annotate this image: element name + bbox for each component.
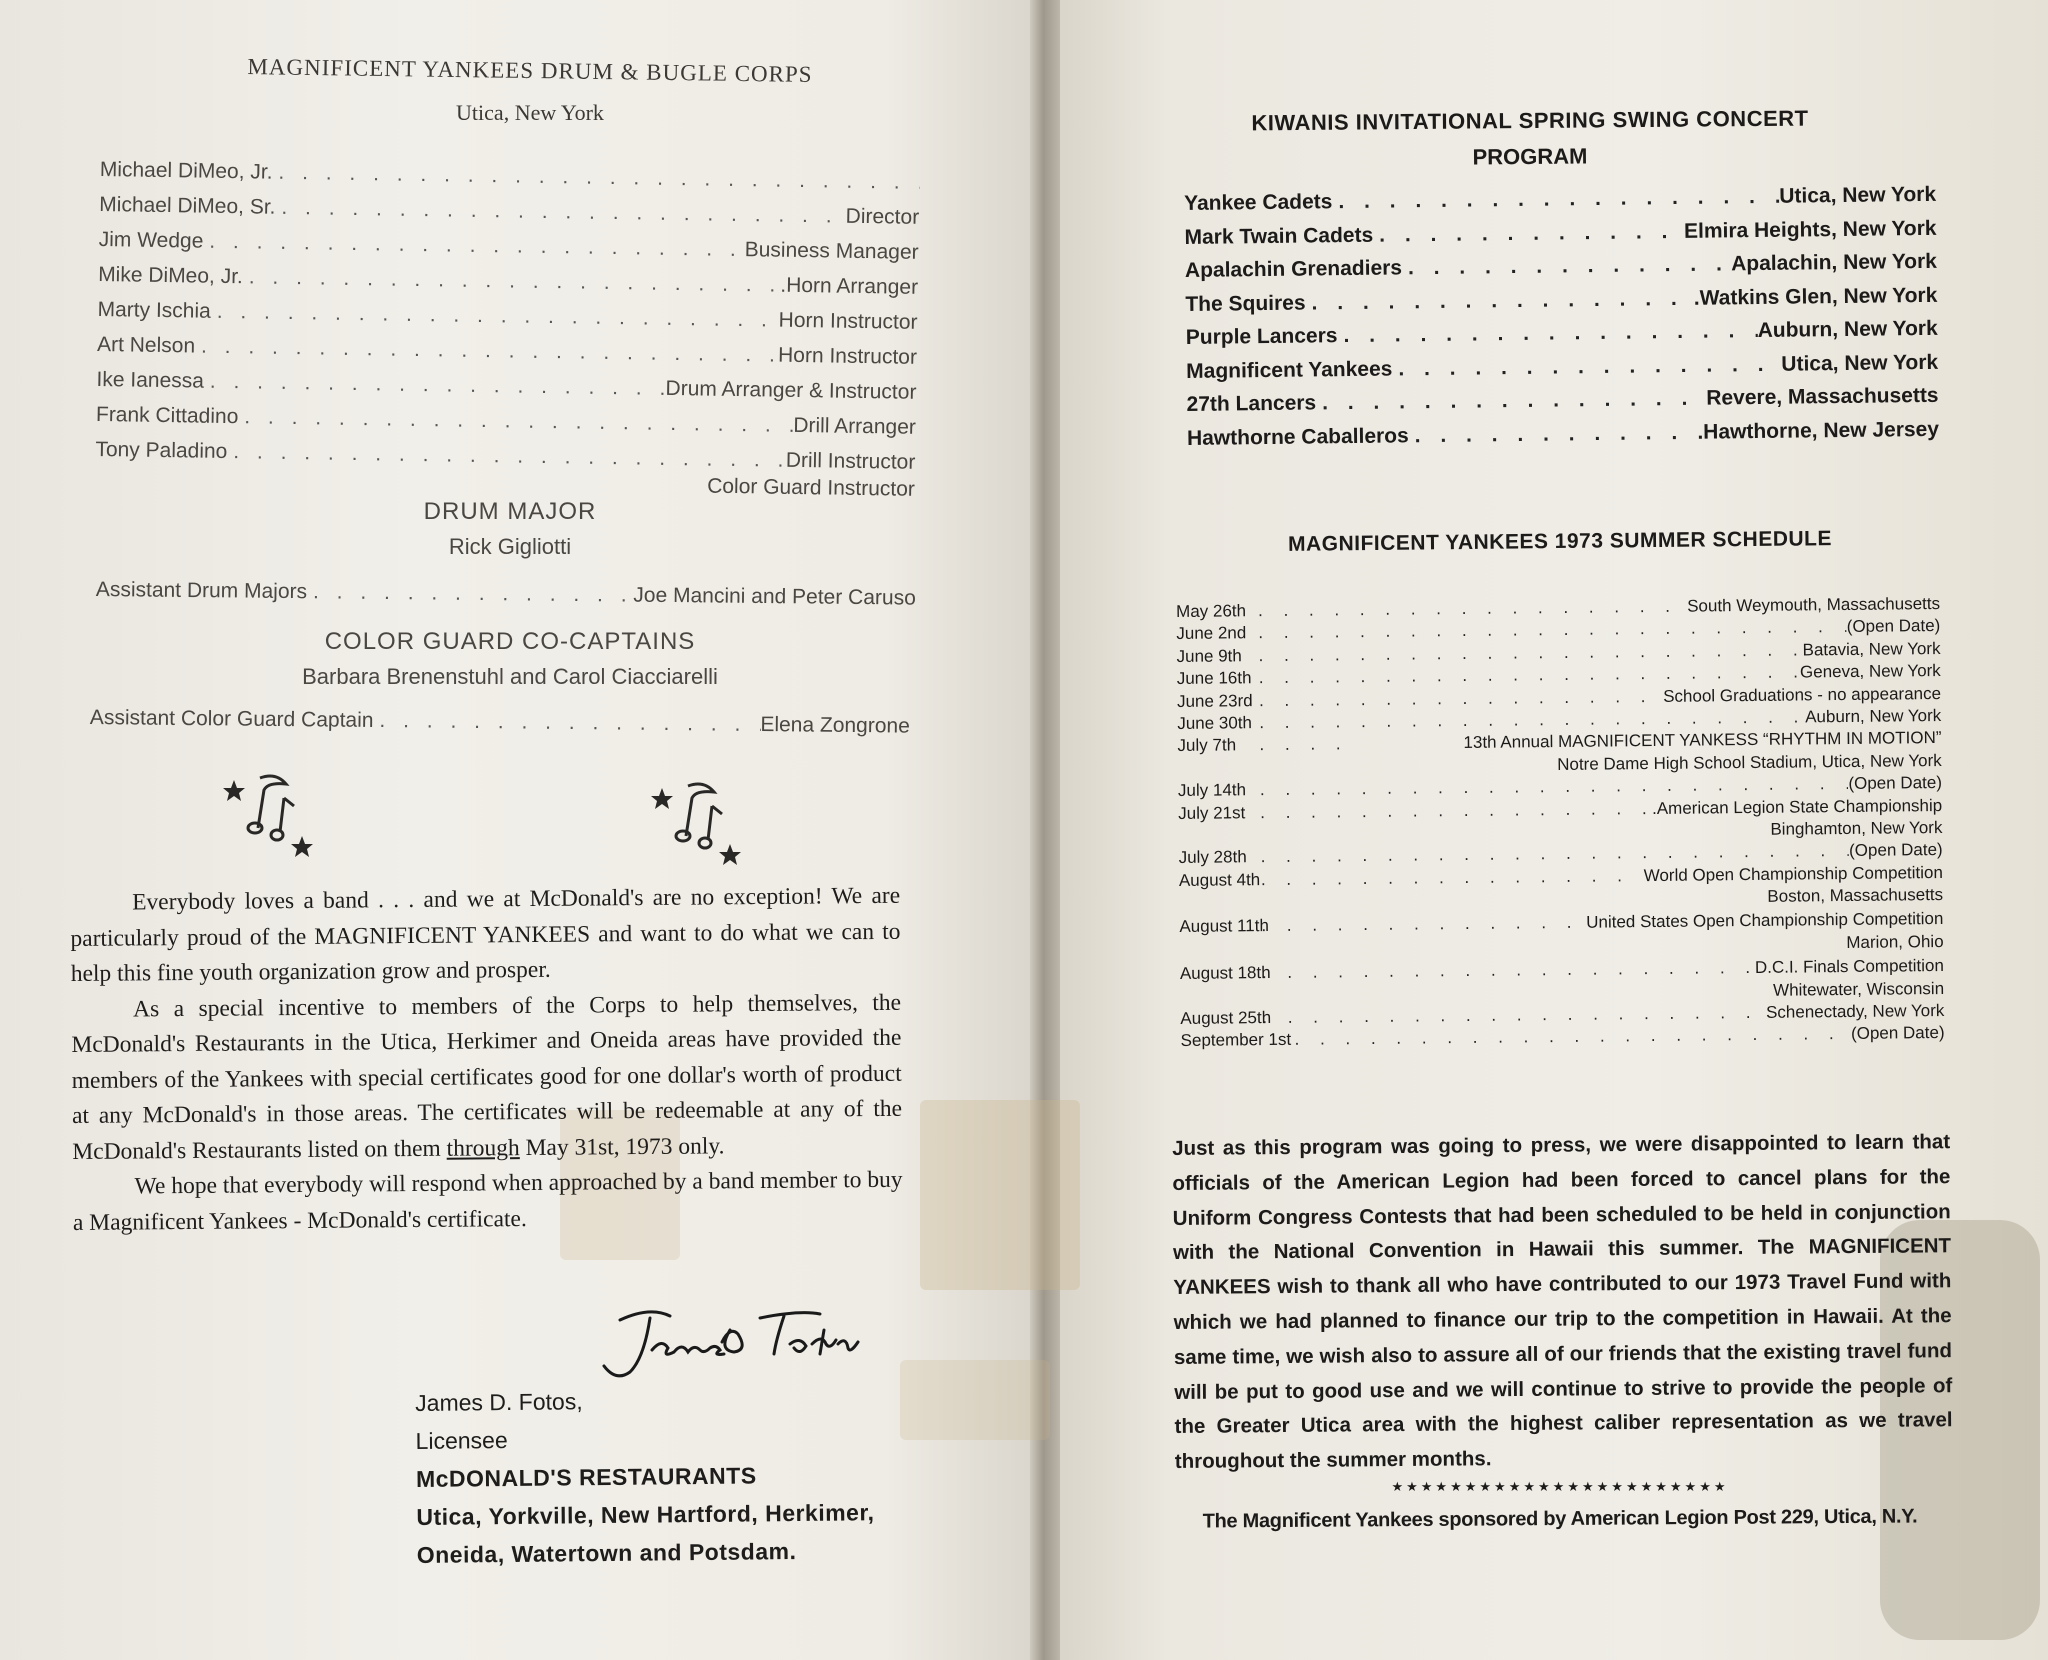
schedule-date: July 21st: [1178, 802, 1246, 823]
signer-block: [415, 1379, 875, 1574]
star-icon: [291, 836, 313, 857]
corps-name: The Squires: [1185, 291, 1306, 316]
program-list: [1184, 183, 1939, 460]
star-icon: [651, 788, 673, 809]
corps-location: Utica, New York: [1781, 350, 1939, 376]
corps-location: Revere, Massachusetts: [1706, 383, 1939, 410]
schedule-date: July 14th: [1177, 780, 1247, 801]
assistant-color-guard-label: Assistant Color Guard Captain: [89, 706, 374, 732]
schedule-date: June 30th: [1177, 713, 1253, 733]
letter-paragraph-3: We hope that everybody will respond when approached by a band member to buy a Magnificent Yankees - McDonald's certificate.: [72, 1166, 903, 1236]
corps-name: Hawthorne Caballeros: [1186, 423, 1409, 450]
staff-name: Michael DiMeo, Sr.: [99, 192, 276, 219]
color-guard-heading: COLOR GUARD CO-CAPTAINS: [324, 628, 696, 655]
schedule-event: 13th Annual MAGNIFICENT YANKESS “RHYTHM IN MOTION”: [1463, 728, 1942, 753]
schedule-event: Auburn, New York: [1805, 705, 1942, 727]
schedule-date: June 16th: [1176, 668, 1252, 689]
signer-company: McDONALD'S RESTAURANTS: [415, 1462, 757, 1492]
corps-location: Utica, New York: [456, 100, 604, 125]
sponsor-line: The Magnificent Yankees sponsored by American Legion Post 229, Utica, N.Y.: [1202, 1505, 1918, 1533]
assistant-drum-majors-label: Assistant Drum Majors: [95, 578, 308, 604]
corps-location: Elmira Heights, New York: [1683, 216, 1937, 243]
staff-role: Director: [845, 204, 920, 229]
schedule-event: Geneva, New York: [1799, 661, 1941, 682]
schedule-event: (Open Date): [1848, 773, 1943, 794]
drum-major-name: Rick Gigliotti: [448, 534, 572, 559]
staff-role: Drum Arranger & Instructor: [665, 376, 917, 404]
schedule-event: .American Legion State Championship: [1651, 795, 1943, 818]
corps-name: Apalachin Grenadiers: [1184, 256, 1403, 282]
schedule-event: United States Open Championship Competition: [1586, 909, 1944, 933]
program-heading: PROGRAM: [1472, 143, 1588, 170]
concert-title: KIWANIS INVITATIONAL SPRING SWING CONCERT: [1251, 105, 1809, 136]
schedule-event: Schenectady, New York: [1765, 1001, 1945, 1022]
staff-role: Business Manager: [744, 238, 919, 264]
mcdonalds-letter: [70, 879, 903, 1241]
schedule-event: World Open Championship Competition: [1643, 862, 1943, 885]
schedule-event: School Graduations - no appearance: [1663, 683, 1942, 706]
letter-paragraph-2-text: As a special incentive to members of the Corps to help themselves, the McDonald's Restaurants in the Utica, Herkimer and Oneida areas have provided the members of the Yankees with special certificates good for one dollar's worth of product at any McDonald's in those areas. The certificates will be redeemable at any of the McDonald's Restaurants listed on them: [71, 989, 903, 1165]
underlined-word: through: [446, 1134, 520, 1162]
signer-title: Licensee: [415, 1427, 508, 1454]
signature: [580, 1300, 900, 1390]
corps-location: .Watkins Glen, New York: [1693, 283, 1938, 310]
staff-role: Color Guard Instructor: [706, 474, 916, 501]
star-icon: [223, 780, 245, 801]
staff-name: Art Nelson: [96, 332, 196, 358]
staff-list: [95, 158, 920, 513]
signer-name: James D. Fotos,: [415, 1388, 583, 1416]
schedule-event: (Open Date): [1850, 1023, 1945, 1044]
page-gutter: [1030, 0, 1060, 1660]
schedule-date: July 7th: [1177, 735, 1237, 756]
star-icon: [719, 844, 741, 865]
corps-title: MAGNIFICENT YANKEES DRUM & BUGLE CORPS: [247, 54, 813, 87]
staff-name: Ike Ianessa: [96, 367, 205, 393]
staff-role: Horn Instructor: [778, 308, 918, 334]
schedule-event: D.C.I. Finals Competition: [1754, 956, 1944, 978]
corps-name: Magnificent Yankees: [1186, 356, 1393, 383]
staff-role: Horn Instructor: [777, 343, 918, 369]
schedule-date: August 4th: [1178, 869, 1261, 890]
staff-role: .Horn Arranger: [780, 273, 919, 299]
staff-role: Drill Instructor: [785, 448, 916, 474]
signer-locations-2: Oneida, Watertown and Potsdam.: [416, 1538, 797, 1568]
travel-fund-notice: Just as this program was going to press, we were disappointed to learn that officials of the American Legion had been forced to cancel plans for the Uniform Congress Contests that had been scheduled to be held in conjunction with the National Convention in Hawaii this summer. The MAGNIFICENT YANKEES wish to thank all who have contributed to our 1973 Travel Fund with which we had planned to finance our trip to the competition in Hawaii. At the same time, we wish also to assure all of our friends that the existing travel fund will be put to good use and we will continue to strive to provide the people of the Greater Utica area with the highest caliber representation as we travel throughout the summer months.: [1172, 1130, 1953, 1474]
schedule-date: August 18th: [1179, 963, 1271, 984]
corps-location: Apalachin, New York: [1730, 249, 1938, 276]
corps-name: Purple Lancers: [1185, 324, 1338, 349]
drum-major-heading: DRUM MAJOR: [423, 498, 597, 525]
staff-name: Mike DiMeo, Jr.: [97, 262, 244, 289]
staff-name: Michael DiMeo, Jr.: [99, 158, 273, 184]
schedule-event-continued: Binghamton, New York: [1770, 817, 1943, 839]
schedule-event: (Open Date): [1848, 840, 1943, 861]
corps-location: .Hawthorne, New Jersey: [1697, 417, 1940, 444]
schedule-event-continued: Whitewater, Wisconsin: [1772, 978, 1945, 1000]
schedule-list: [1176, 594, 1945, 1054]
staff-role: Drill Arranger: [793, 413, 917, 439]
schedule-date: June 2nd: [1176, 623, 1247, 644]
schedule-date: September 1st: [1180, 1030, 1292, 1051]
schedule-date: June 23rd: [1176, 690, 1253, 711]
music-notes-icon: [222, 768, 332, 868]
schedule-heading: MAGNIFICENT YANKEES 1973 SUMMER SCHEDULE: [1287, 527, 1833, 556]
schedule-event-continued: Marion, Ohio: [1846, 931, 1944, 952]
letter-paragraph-2: [71, 985, 903, 1170]
staff-name: Frank Cittadino: [95, 402, 239, 429]
assistant-drum-majors-value: Joe Mancini and Peter Caruso: [633, 583, 916, 610]
schedule-event: (Open Date): [1846, 616, 1941, 637]
corps-location: Auburn, New York: [1757, 316, 1938, 343]
staff-name: Marty Ischia: [97, 297, 211, 323]
corps-location: Utica, New York: [1779, 182, 1937, 208]
color-guard-names: Barbara Brenenstuhl and Carol Ciacciarelli: [302, 664, 718, 689]
signer-locations-1: Utica, Yorkville, New Hartford, Herkimer,: [416, 1499, 875, 1530]
staff-name: Jim Wedge: [98, 227, 204, 253]
schedule-date: August 25th: [1180, 1008, 1272, 1029]
schedule-event-continued: Boston, Massachusetts: [1767, 885, 1944, 906]
star-divider: ★★★★★★★★★★★★★★★★★★★★★★★: [1391, 1480, 1729, 1495]
schedule-date: June 9th: [1176, 646, 1242, 666]
schedule-date: July 28th: [1178, 847, 1247, 868]
music-notes-icon: [650, 776, 760, 876]
schedule-date: May 26th: [1176, 601, 1247, 621]
schedule-date: August 11th: [1179, 916, 1269, 937]
schedule-event: South Weymouth, Massachusetts: [1687, 593, 1941, 616]
assistant-color-guard-value: Elena Zongrone: [760, 713, 910, 738]
staff-name: Tony Paladino: [95, 437, 228, 464]
corps-name: 27th Lancers: [1186, 391, 1317, 416]
letter-paragraph-1: Everybody loves a band . . . and we at McDonald's are no exception! We are particularly proud of the MAGNIFICENT YANKEES and want to do what we can to help this fine youth organization grow and prosper.: [70, 882, 901, 987]
corps-name: Mark Twain Cadets: [1184, 223, 1374, 249]
corps-name: Yankee Cadets: [1184, 190, 1333, 215]
schedule-event: Batavia, New York: [1802, 638, 1941, 660]
schedule-event-continued: Notre Dame High School Stadium, Utica, New York: [1557, 750, 1942, 774]
letter-paragraph-2-end: May 31st, 1973 only.: [519, 1132, 725, 1161]
